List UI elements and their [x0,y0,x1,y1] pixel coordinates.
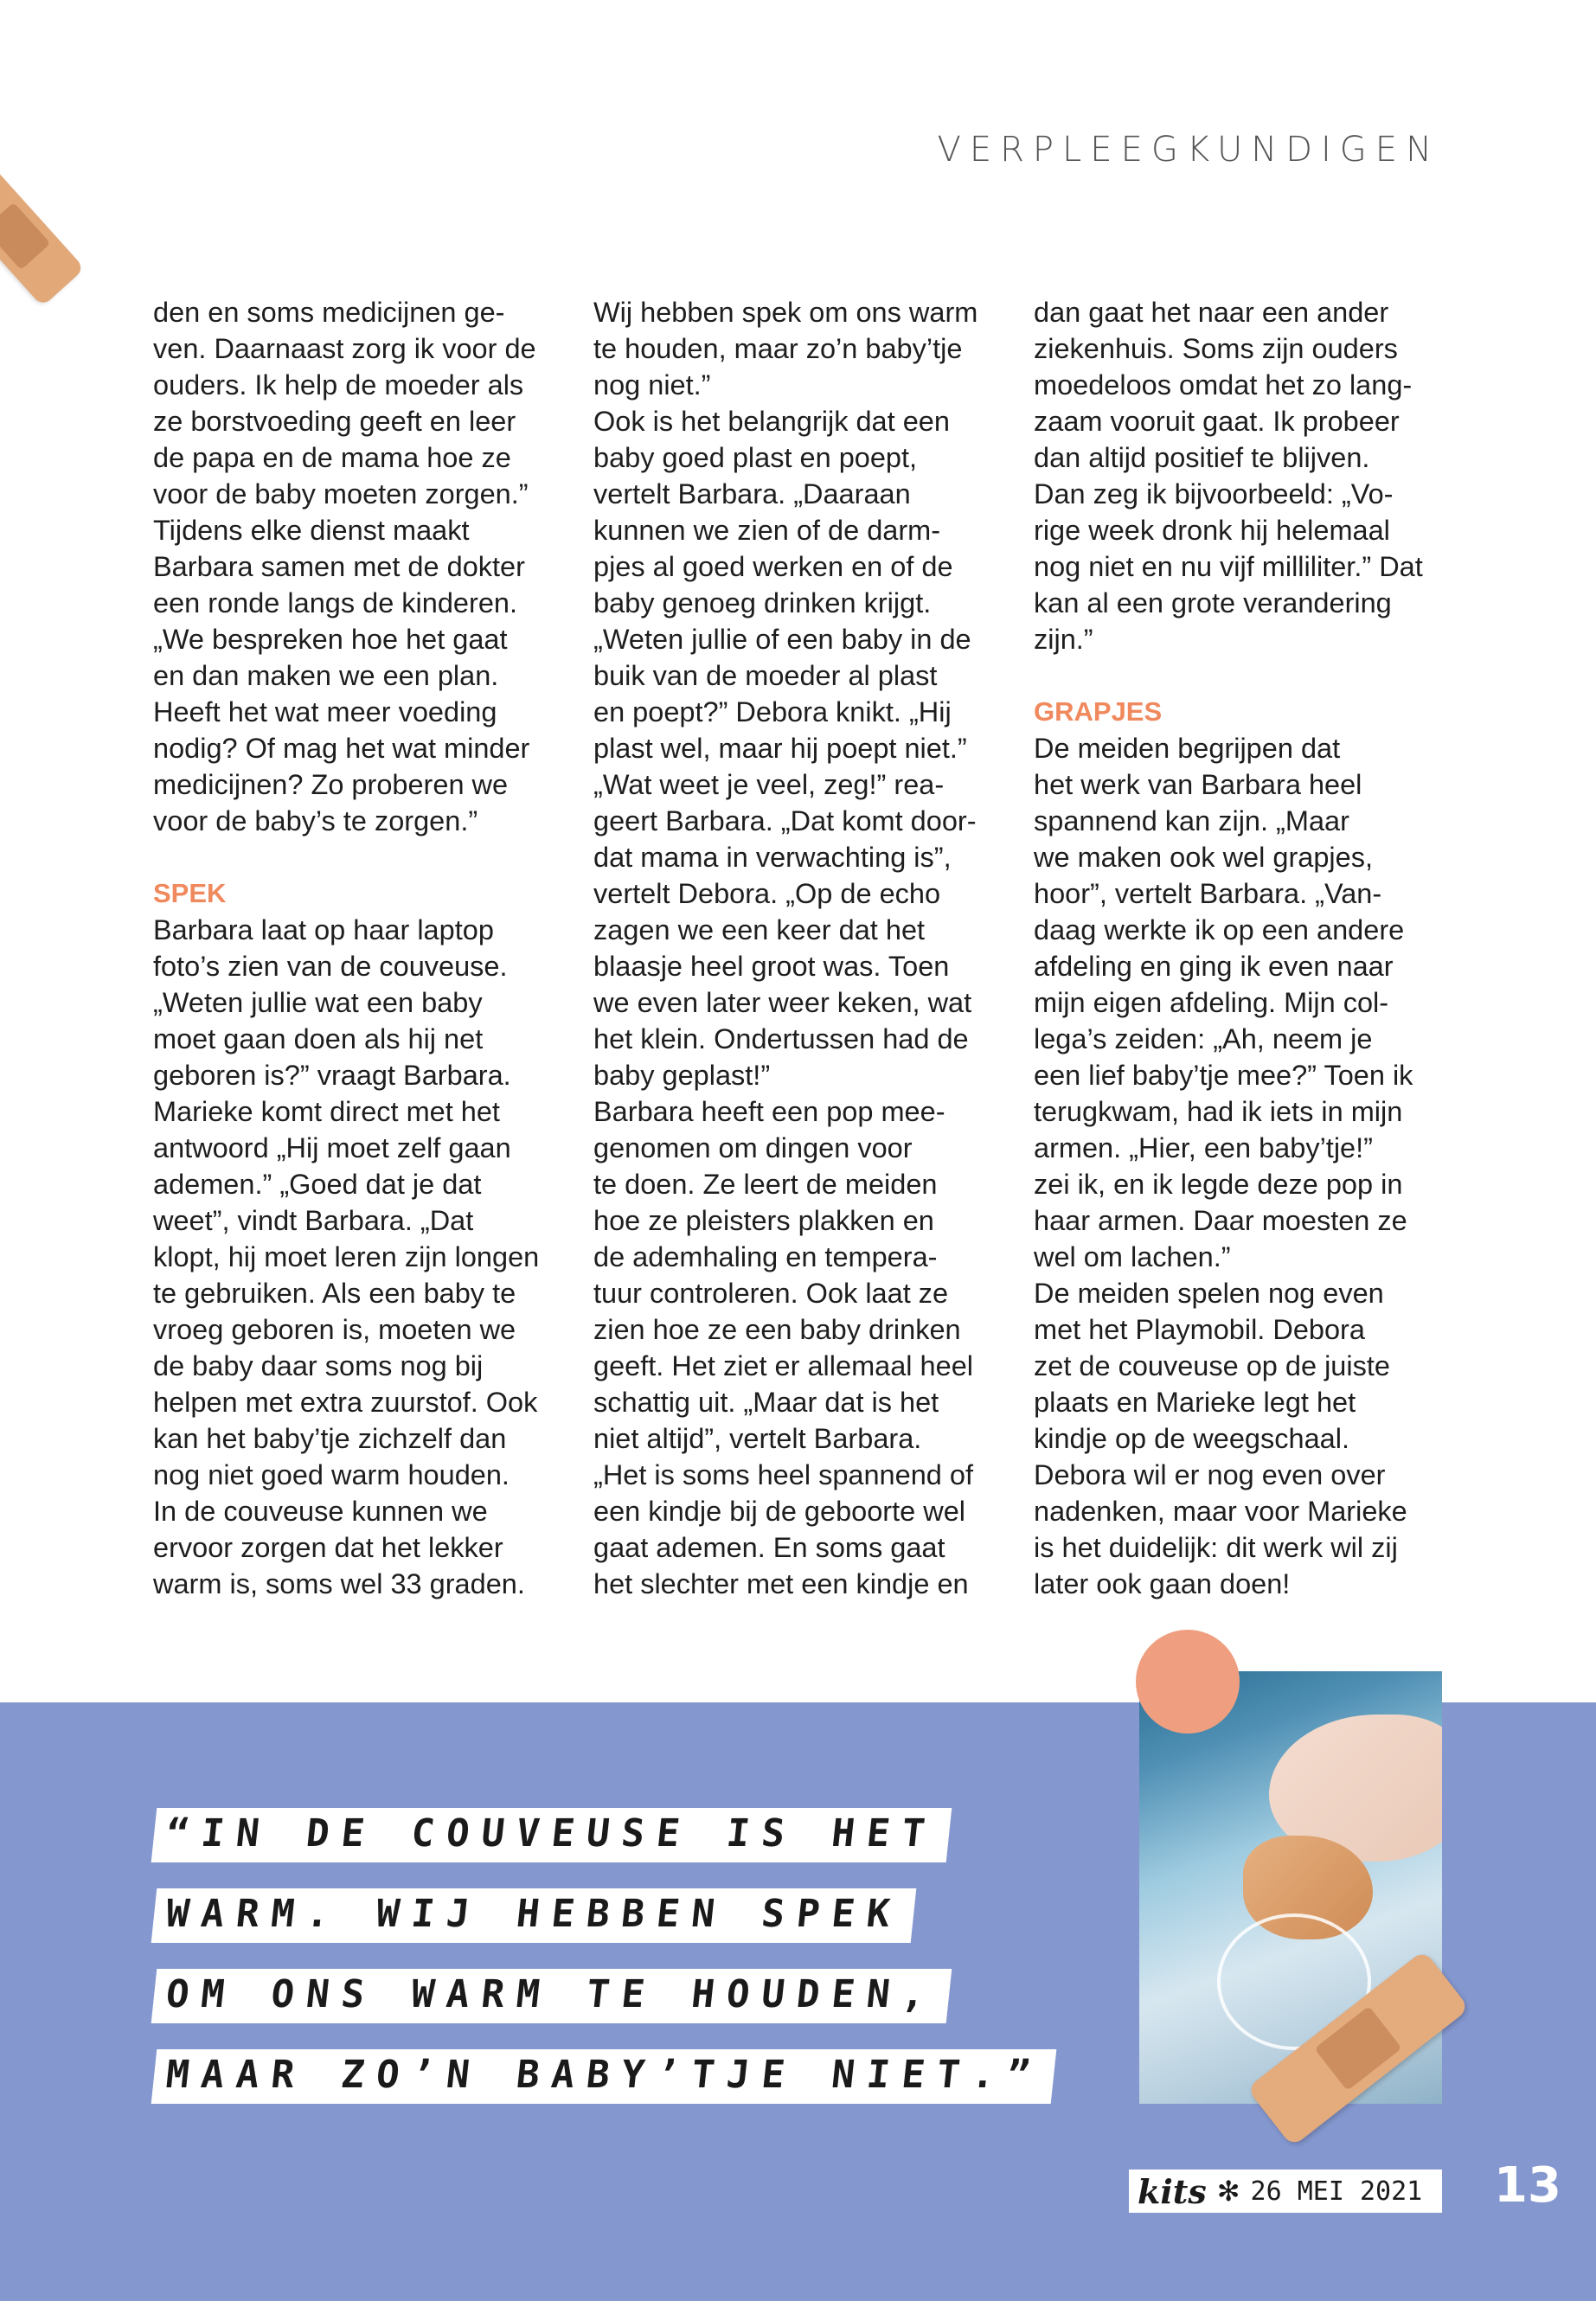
subheading-grapjes: GRAPJES [1034,696,1163,727]
paragraph: Wij hebben spek om ons warm te houden, maar zo’n baby’tje nog niet.” Ook is het belangrijk dat een baby goed plast en poept, vertelt Barbara. „Daaraan kunnen we zien of de darm- pjes al goed werken en of de baby genoeg drinken krijgt. „Weten jullie of een baby in de buik van de moeder al plast en poept?” Debora knikt. „Hij plast wel, maar hij poept niet.” „Wat weet je veel, zeg!” rea- geert Barbara. „Dat komt door- dat mama in verwachting is”, vertelt Debora. „Op de echo zagen we een keer dat het blaasje heel groot was. Toen we even later weer keken, wat het klein. Ondertussen had de baby geplast!” Barbara heeft een pop mee- genomen om dingen voor te doen. Ze leert de meiden hoe ze pleisters plakken en de ademhaling en tempera- tuur controleren. Ook laat ze zien hoe ze een baby drinken geeft. Het ziet er allemaal heel schattig uit. „Maar dat is het niet altijd”, vertelt Barbara. „Het is soms heel spannend of een kindje bij de geboorte wel gaat ademen. En soms gaat het slechter met een kindje en [593,297,978,1599]
paragraph: De meiden begrijpen dat het werk van Barbara heel spannend kan zijn. „Maar we maken ook wel grapjes, hoor”, vertelt Barbara. „Van- daag werkte ik op een andere afdeling en ging ik even naar mijn eigen afdeling. Mijn col- lega’s zeiden: „Ah, neem je een lief baby’tje mee?” Toen ik terugkwam, had ik iets in mijn armen. „Hier, een baby’tje!” zei ik, en ik legde deze pop in haar armen. Daar moesten ze wel om lachen.” De meiden spelen nog even met het Playmobil. Debora zet de couveuse op de juiste plaats en Marieke legt het kindje op de weegschaal. Debora wil er nog even over nadenken, maar voor Marieke is het duidelijk: dit werk wil zij later ook gaan doen! [1034,733,1413,1599]
pull-quote [154,1808,1054,2130]
page-number: 13 [1494,2157,1561,2214]
article-column-1 [153,294,568,1602]
issue-date: 26 MEI 2021 [1250,2176,1423,2207]
footer-issue [1129,2170,1442,2213]
quote-line-4: MAAR ZO’N BABY’TJE NIET.” [151,2049,1057,2104]
section-label: VERPLEEGKUNDIGEN [937,130,1440,170]
subheading-spek: SPEK [153,878,227,908]
decorative-dot [1136,1630,1240,1734]
quote-line-1: “IN DE COUVEUSE IS HET [151,1808,952,1862]
paragraph: Barbara laat op haar laptop foto’s zien van de couveuse. „Weten jullie wat een baby moet gaan doen als hij net geboren is?” vraagt Barbara. Marieke komt direct met het antwoord „Hij moet zelf gaan ademen.” „Goed dat je dat weet”, vindt Barbara. „Dat klopt, hij moet leren zijn longen te gebruiken. Als een baby te vroeg geboren is, moeten we de baby daar soms nog bij helpen met extra zuurstof. Ook kan het baby’tje zichzelf dan nog niet goed warm houden. In de couveuse kunnen we ervoor zorgen dat het lekker warm is, soms wel 33 graden. [153,914,540,1599]
article-column-2 [593,294,1009,1602]
quote-line-2: WARM. WIJ HEBBEN SPEK [151,1888,917,1943]
paragraph: dan gaat het naar een ander ziekenhuis. Soms zijn ouders moedeloos omdat het zo lang- zaam vooruit gaat. Ik probeer dan altijd positief te blijven. Dan zeg ik bijvoorbeeld: „Vo- rige week dronk hij helemaal nog niet en nu vijf milliliter.” Dat kan al een grote verandering zijn.” [1034,297,1423,655]
paragraph: den en soms medicijnen ge- ven. Daarnaast zorg ik voor de ouders. Ik help de moeder als ze borstvoeding geeft en leer de papa en de mama hoe ze voor de baby moeten zorgen.” Tijdens elke dienst maakt Barbara samen met de dokter een ronde langs de kinderen. „We bespreken hoe het gaat en dan maken we een plan. Heeft het wat meer voeding nodig? Of mag het wat minder medicijnen? Zo proberen we voor de baby’s te zorgen.” [153,297,536,836]
bandaid-pad [0,202,51,270]
quote-line-3: OM ONS WARM TE HOUDEN, [151,1969,952,2023]
article-column-3 [1034,294,1449,1602]
brand-logo: kits [1138,2171,1207,2211]
star-icon: ✻ [1216,2176,1240,2207]
bandaid-decoration [0,165,85,306]
